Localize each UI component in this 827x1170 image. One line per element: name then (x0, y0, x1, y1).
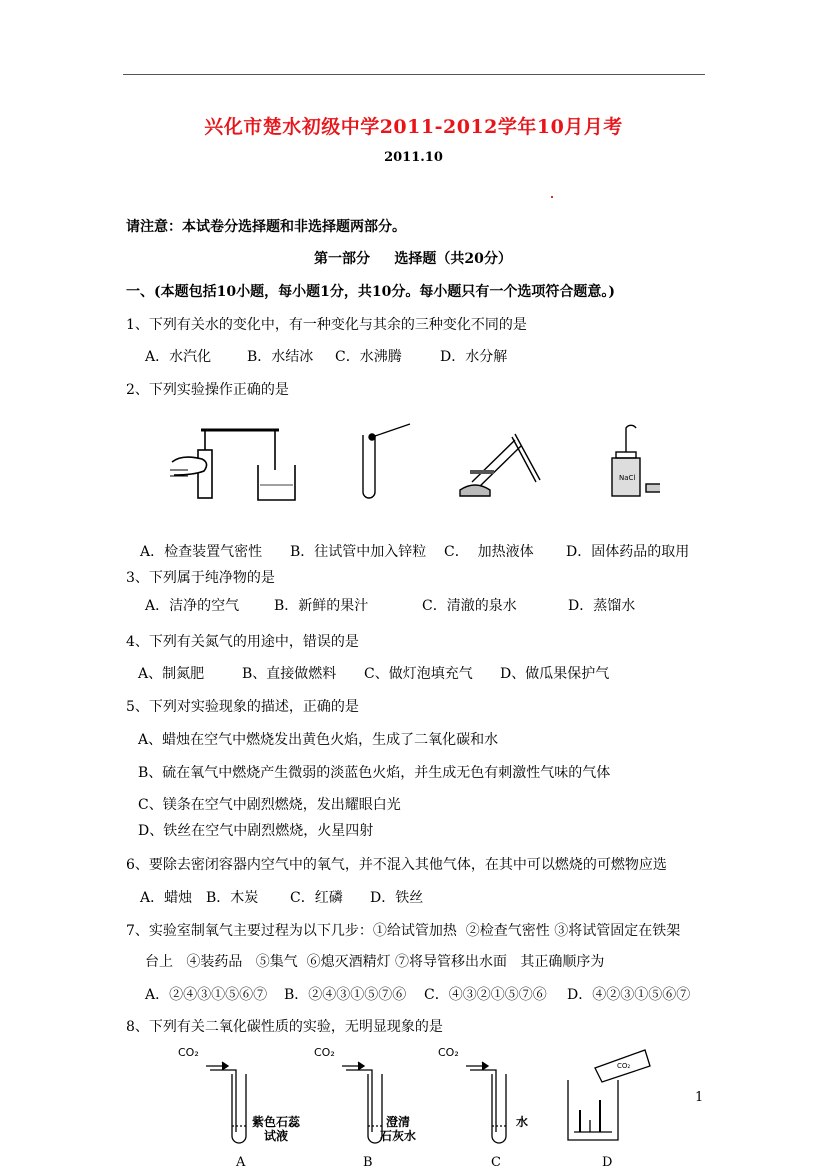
q5-option-c: C、镁条在空气中剧烈燃烧，发出耀眼白光 (138, 797, 401, 813)
notice: 请注意：本试卷分选择题和非选择题两部分。 (126, 219, 406, 235)
q6-option-a: A．蜡烛 (140, 890, 193, 906)
header-rule (123, 74, 705, 75)
question-7-stem: 7、实验室制氧气主要过程为以下几步：①给试管加热 ②检查气密性 ③将试管固定在铁架 (126, 923, 681, 939)
q7-option-d: D．④②③①⑤⑥⑦ (567, 987, 691, 1003)
tube-a-label-2: 试液 (264, 1129, 289, 1143)
q6-option-c: C．红磷 (290, 890, 343, 906)
q2-option-d: D．固体药品的取用 (566, 544, 690, 560)
fig-label-b: B (363, 1155, 373, 1170)
tube-b-label-2: 石灰水 (380, 1129, 417, 1143)
exam-date: 2011.10 (384, 150, 443, 165)
q3-option-d: D．蒸馏水 (568, 598, 636, 614)
question-2-stem: 2、下列实验操作正确的是 (126, 382, 289, 398)
q4-option-a: A、制氮肥 (138, 666, 205, 682)
page-number: 1 (695, 1090, 704, 1105)
co2-label-b: CO₂ (314, 1046, 335, 1059)
co2-label-c: CO₂ (438, 1046, 459, 1059)
figure-c-heating (460, 434, 540, 496)
beaker-d (568, 1050, 650, 1140)
q3-option-b: B．新鲜的果汁 (274, 598, 369, 614)
question-6-stem: 6、要除去密闭容器内空气中的氧气，并不混入其他气体，在其中可以燃烧的可燃物应选 (126, 857, 667, 873)
q8-co2-figures (170, 1040, 670, 1170)
tube-b-label-1: 澄清 (386, 1115, 411, 1129)
fig-label-d: D (602, 1155, 613, 1170)
q1-option-a: A．水汽化 (145, 349, 212, 365)
figure-a-airtightness (170, 430, 295, 500)
q5-option-a: A、蜡烛在空气中燃烧发出黄色火焰，生成了二氧化碳和水 (138, 732, 499, 748)
tube-a-label-1: 紫色石蕊 (252, 1115, 301, 1129)
question-3-stem: 3、下列属于纯净物的是 (126, 570, 275, 586)
q2-option-b: B．往试管中加入锌粒 (290, 544, 427, 560)
tube-c (466, 1062, 506, 1143)
q7-option-b: B．②④③①⑤⑦⑥ (284, 987, 407, 1003)
q2-option-a: A．检查装置气密性 (140, 544, 263, 560)
q4-option-b: B、直接做燃料 (242, 666, 337, 682)
tube-a (206, 1062, 246, 1143)
q2-option-c: C． 加热液体 (444, 544, 534, 560)
q3-option-a: A．洁净的空气 (145, 598, 240, 614)
q1-option-b: B．水结冰 (247, 349, 314, 365)
question-4-stem: 4、下列有关氮气的用途中，错误的是 (126, 634, 359, 650)
part1-title: 第一部分 选择题（共20分） (314, 251, 512, 267)
q4-option-c: C、做灯泡填充气 (364, 666, 473, 682)
stray-mark (551, 196, 553, 198)
q5-option-b: B、硫在氧气中燃烧产生微弱的淡蓝色火焰，并生成无色有刺激性气味的气体 (138, 765, 611, 781)
figure-d-solid-reagent (612, 425, 660, 496)
figure-b-test-tube (363, 424, 410, 498)
exam-title: 兴化市楚水初级中学2011-2012学年10月月考 (204, 116, 623, 138)
q3-option-c: C．清澈的泉水 (422, 598, 517, 614)
q7-option-c: C．④③②①⑤⑦⑥ (424, 987, 547, 1003)
q7-option-a: A．②④③①⑤⑥⑦ (145, 987, 268, 1003)
q5-option-d: D、铁丝在空气中剧烈燃烧，火星四射 (138, 823, 374, 839)
q1-option-c: C．水沸腾 (335, 349, 402, 365)
fig-label-a: A (236, 1155, 246, 1170)
q6-option-d: D．铁丝 (370, 890, 424, 906)
q6-option-b: B．木炭 (206, 890, 259, 906)
question-7-stem-cont: 台上 ④装药品 ⑤集气 ⑥熄灭酒精灯 ⑦将导管移出水面 其正确顺序为 (145, 954, 605, 970)
fig-label-c: C (491, 1155, 501, 1170)
beaker-co2-label: CO₂ (617, 1062, 631, 1070)
question-5-stem: 5、下列对实验现象的描述，正确的是 (126, 699, 359, 715)
bottle-label: NaCl (619, 474, 636, 482)
question-8-stem: 8、下列有关二氧化碳性质的实验，无明显现象的是 (126, 1019, 443, 1035)
section1-title: 一、(本题包括10小题，每小题1分，共10分。每小题只有一个选项符合题意。) (126, 284, 615, 300)
q4-option-d: D、做瓜果保护气 (500, 666, 610, 682)
tube-c-label: 水 (516, 1115, 529, 1129)
tube-b (342, 1062, 382, 1143)
q2-apparatus-figures (160, 410, 660, 505)
co2-label-a: CO₂ (178, 1046, 199, 1059)
q1-option-d: D．水分解 (440, 349, 508, 365)
question-1-stem: 1、下列有关水的变化中，有一种变化与其余的三种变化不同的是 (126, 317, 527, 333)
